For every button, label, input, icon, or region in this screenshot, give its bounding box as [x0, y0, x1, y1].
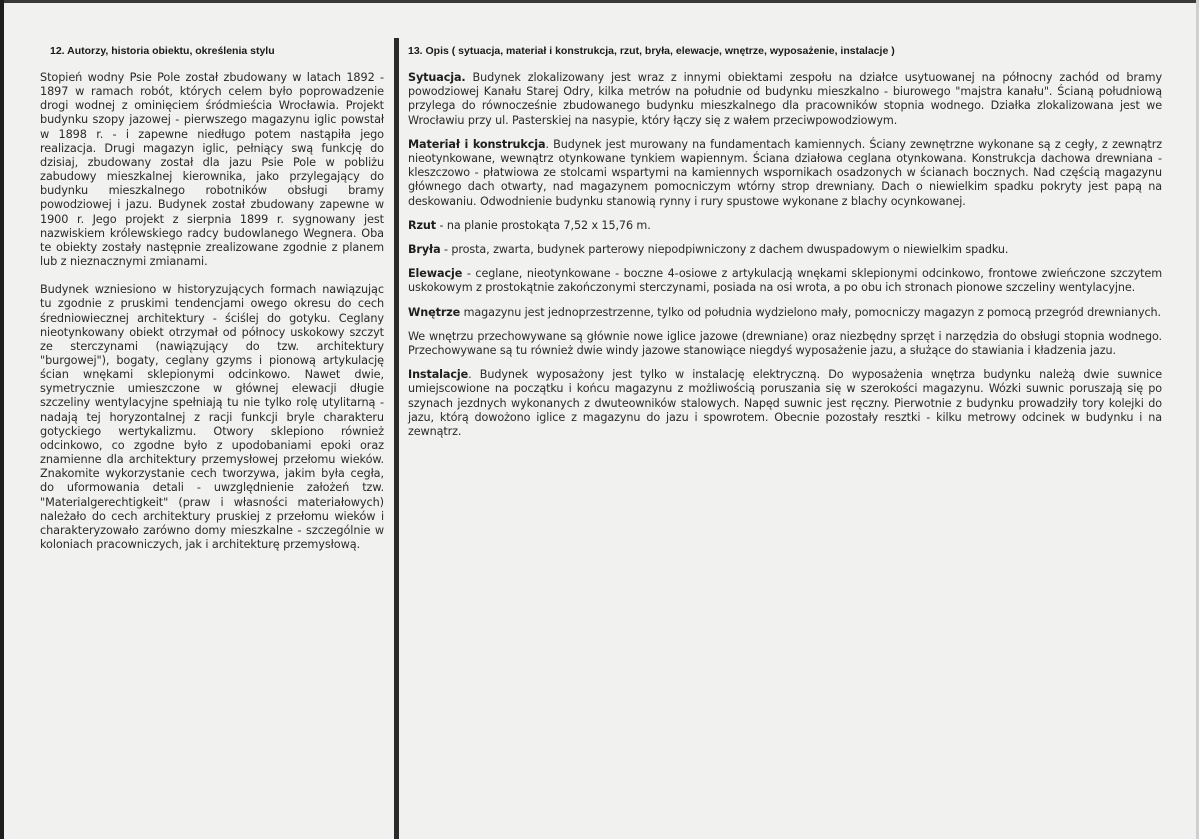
description-installations: [408, 368, 1162, 439]
section-13-heading: 13. Opis ( sytuacja, materiał i konstrukcja, rzut, bryła, elewacje, wnętrze, wyposażenie, instalacje ): [408, 45, 895, 57]
equipment-text: We wnętrzu przechowywane są głównie nowe iglice jazowe (drewniane) oraz niezbędny sprzęt i narzędzia do obsługi stopnia wodnego. Przechowywane są tu również dwie windy jazowe stanowiące niegdyś wyposażenie jazu, a służące do stawiania i kładzenia jazu.: [408, 329, 1162, 358]
plan-lead: Rzut: [408, 218, 437, 232]
section-12-heading: 12. Autorzy, historia obiektu, określenia stylu: [50, 45, 275, 57]
description-plan: [408, 219, 1162, 233]
form-lead: Bryła: [408, 243, 441, 257]
interior-text: magazynu jest jednoprzestrzenne, tylko od południa wydzielono mały, pomocniczy magazyn z pomocą przegród drewnianych.: [460, 305, 1161, 319]
description-form: [408, 243, 1162, 257]
description-equipment: [408, 330, 1162, 358]
material-lead: Materiał i konstrukcja: [408, 137, 546, 151]
situation-text: Budynek zlokalizowany jest wraz z innymi obiektami zespołu na działce usytuowanej na północny zachód od bramy powodziowej Kanału Starej Odry, kilka metrów na południe od budynku mieszkalno - biurowego "majstra kanału". Ścianą południową przylega do równocześnie zbudowanego budynku mieszkalnego dla pracowników stopnia wodnego. Działka zlokalizowana jest we Wrocławiu przy ul. Pasterskiej na nasypie, który łączy się z wałem przeciwpowodziowym.: [408, 71, 1162, 127]
elevations-lead: Elewacje: [408, 267, 463, 281]
description-elevations: [408, 267, 1162, 295]
description-situation: [408, 71, 1162, 128]
plan-text: - na planie prostokąta 7,52 x 15,76 m.: [436, 218, 651, 232]
history-paragraph-1: Stopień wodny Psie Pole został zbudowany w latach 1892 - 1897 w ramach robót, których celem było poprowadzenie drogi wodnej z ominięciem śródmieścia Wrocławia. Projekt budynku szopy jazowej - pierwszego magazynu iglic powstał w 1898 r. - i zapewne niedługo potem nastąpiła jego realizacja. Drugi magazyn iglic, pełniący swą funkcję do dzisiaj, zbudowany został dla jazu Psie Pole w pobliżu zabudowy mieszkalnej kierownika, jako przylegający do budynku mieszkalnego robotników obsługi bramy powodziowej i jazu. Budynek został zbudowany zapewne w 1900 r. Jego projekt z sierpnia 1899 r. sygnowany jest nazwiskiem królewskiego radcy budowlanego Wegnera. Oba te obiekty zostały następnie zrealizowane zgodnie z planem lub z nieznacznymi zmianami.: [40, 71, 384, 269]
history-paragraph-2: Budynek wzniesiono w historyzujących formach nawiązując tu zgodnie z pruskimi tendencjami owego okresu do cech średniowiecznej architektury - ściślej do gotyku. Ceglany nieotynkowany obiekt otrzymał od północy uskokowy szczyt ze sterczynami (nawiązujący do tzw. architektury "burgowej"), bogaty, ceglany gzyms i pionową artykulację ścian wnękami sklepionymi odcinkowo. Nawet dwie, symetrycznie umieszczone w głównej elewacji długie szczeliny wentylacyjne spełniają tu nie tylko rolę utylitarną - nadają tej horyzontalnej z racji funkcji bryle charakteru gotyckiego wertykalizmu. Otwory sklepiono również odcinkowo, co zgodne było z upodobaniami epoki oraz znamienne dla architektury przemysłowej przełomu wieków. Znakomite wykorzystanie cech tworzywa, jakim była cegła, do uformowania detali - uwzględnienie założeń tzw. "Materialgerechtigkeit" (praw i własności materiałowych) należało do cech architektury pruskiej z przełomu wieków i charakteryzowało zarówno domy mieszkalne - szczególnie w koloniach pracowniczych, jak i architekturę przemysłową.: [40, 283, 384, 551]
column-divider: [394, 38, 399, 839]
elevations-text: - ceglane, nieotynkowane - boczne 4-osiowe z artykulacją wnękami sklepionymi odcinkowo, frontowe zwieńczone szczytem uskokowym z prostokątnie zakończonymi sterczynami, posiada na osi wrota, a po obu ich stronach pionowe szczeliny wentylacyjne.: [408, 267, 1162, 295]
material-text: . Budynek jest murowany na fundamentach kamiennych. Ściany zewnętrzne wykonane są z cegły, z zewnątrz nieotynkowane, wewnątrz otynkowane tynkiem wapiennym. Ściana działowa ceglana otynkowana. Konstrukcja dachowa drewniana - kleszczowo - płatwiowa ze stolcami wspartymi na kamiennych wspornikach osadzonych w ścianach bocznych. Nad częścią magazynu głównego dach otwarty, nad magazynem pomocniczym wtórny strop drewniany. Dach o niewielkim spadku pokryty jest papą na deskowaniu. Odwodnienie budynku stanowią rynny i rury spustowe wykonane z blachy ocynkowanej.: [408, 137, 1162, 208]
form-text: - prosta, zwarta, budynek parterowy niepodpiwniczony z dachem dwuspadowym o niewielkim spadku.: [440, 243, 1009, 257]
section-12-column: [40, 44, 384, 552]
description-material: [408, 138, 1162, 209]
description-interior: [408, 306, 1162, 320]
installations-lead: Instalacje: [408, 368, 469, 382]
situation-lead: Sytuacja.: [408, 71, 466, 84]
section-13-column: [408, 44, 1162, 439]
scan-edge-left: [0, 0, 4, 839]
scan-edge-top: [0, 0, 1199, 3]
installations-text: . Budynek wyposażony jest tylko w instalację elektryczną. Do wyposażenia wnętrza budynku należą dwie suwnice umiejscowione na początku i końcu magazynu z możliwością poruszania się w szerokości magazynu. Wózki suwnic poruszają się po szynach jezdnych wykonanych z dwuteowników stalowych. Napęd suwnic jest ręczny. Pierwotnie z budynku prowadziły tory kolejki do jazu, którą dowożono iglice z magazynu do jazu i spowrotem. Obecnie pozostały resztki - kilku metrowy odcinek w budynku i na zewnątrz.: [408, 368, 1162, 439]
interior-lead: Wnętrze: [408, 305, 461, 319]
